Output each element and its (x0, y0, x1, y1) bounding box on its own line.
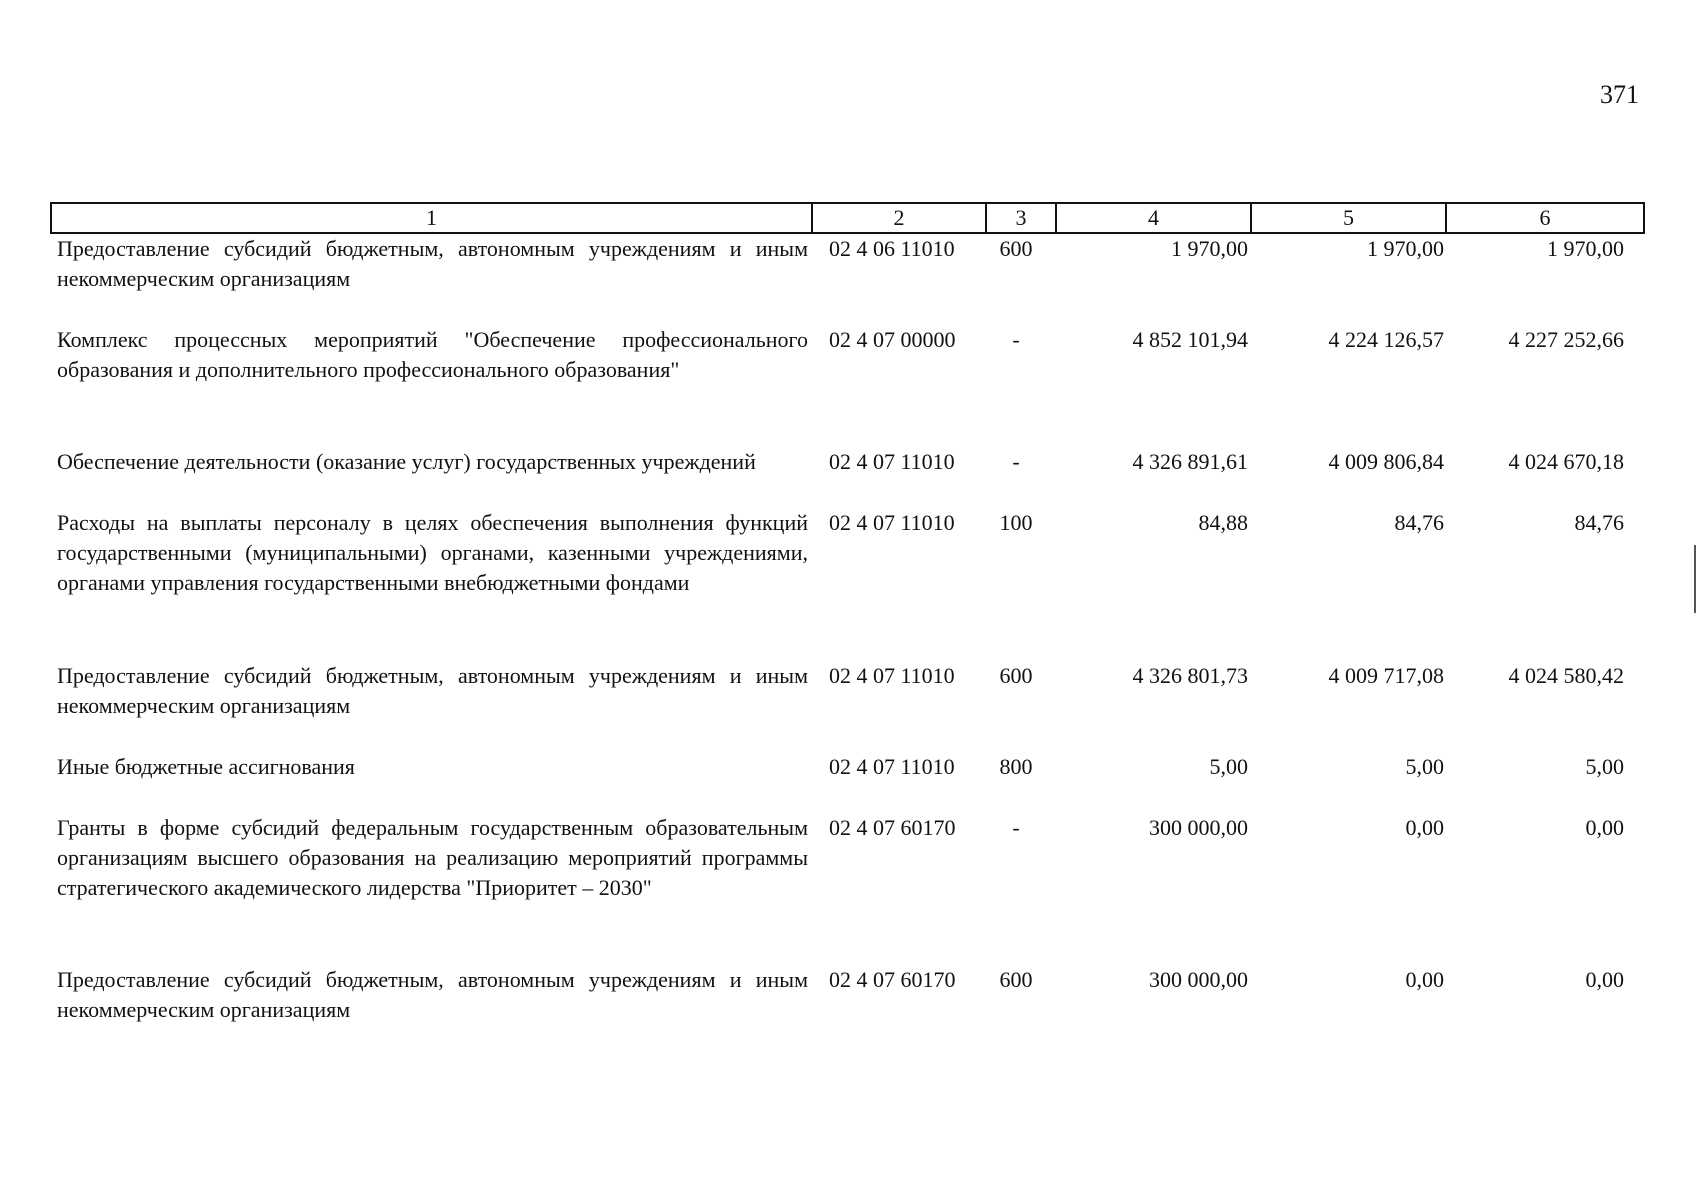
row-amount-col6: 1 970,00 (1547, 236, 1624, 261)
row-amount-col6: 0,00 (1585, 815, 1624, 840)
table-row (51, 233, 1644, 325)
row-expense-type: 100 (999, 510, 1033, 535)
row-expense-type: 600 (999, 236, 1033, 261)
row-amount-col4: 300 000,00 (1149, 967, 1248, 992)
column-header-4: 4 (1056, 203, 1251, 233)
row-name: Комплекс процессных мероприятий "Обеспечение профессионального образования и дополнительного профессионального образования" (57, 327, 808, 382)
row-name: Предоставление субсидий бюджетным, автономным учреждениям и иным некоммерческим организациям (57, 967, 808, 1022)
row-amount-col6: 5,00 (1585, 754, 1624, 779)
row-code: 02 4 07 11010 (829, 663, 955, 688)
column-header-6: 6 (1446, 203, 1644, 233)
row-code: 02 4 07 11010 (829, 449, 955, 474)
row-expense-type: - (1012, 327, 1020, 352)
table-row (51, 965, 1644, 1029)
table-row (51, 447, 1644, 508)
row-amount-col5: 4 009 806,84 (1328, 449, 1444, 474)
row-amount-col5: 0,00 (1405, 967, 1444, 992)
row-amount-col6: 84,76 (1574, 510, 1624, 535)
row-code: 02 4 07 00000 (829, 327, 956, 352)
row-amount-col5: 84,76 (1394, 510, 1444, 535)
row-code: 02 4 07 60170 (829, 967, 956, 992)
row-name: Обеспечение деятельности (оказание услуг) государственных учреждений (57, 449, 756, 474)
row-amount-col4: 5,00 (1209, 754, 1248, 779)
row-name: Иные бюджетные ассигнования (57, 754, 355, 779)
row-expense-type: - (1012, 815, 1020, 840)
row-name: Расходы на выплаты персоналу в целях обеспечения выполнения функций государственными (муниципальными) органами, казенными учреждениями, органами управления государственными внебюджетными фондами (57, 510, 808, 595)
table-row (51, 508, 1644, 661)
row-amount-col5: 4 009 717,08 (1328, 663, 1444, 688)
row-amount-col6: 4 024 670,18 (1508, 449, 1624, 474)
row-amount-col5: 0,00 (1405, 815, 1444, 840)
column-header-3: 3 (986, 203, 1056, 233)
row-amount-col5: 1 970,00 (1367, 236, 1444, 261)
row-code: 02 4 07 11010 (829, 754, 955, 779)
header-row (51, 203, 1644, 233)
table-row (51, 752, 1644, 813)
row-name: Предоставление субсидий бюджетным, автономным учреждениям и иным некоммерческим организациям (57, 236, 808, 291)
row-amount-col6: 4 227 252,66 (1508, 327, 1624, 352)
row-amount-col4: 4 326 891,61 (1132, 449, 1248, 474)
column-header-1: 1 (51, 203, 812, 233)
row-expense-type: 600 (999, 663, 1033, 688)
table-row (51, 813, 1644, 965)
row-amount-col6: 0,00 (1585, 967, 1624, 992)
row-amount-col4: 300 000,00 (1149, 815, 1248, 840)
row-name: Гранты в форме субсидий федеральным государственным образовательным организациям высшего образования на реализацию мероприятий программы стратегического академического лидерства "Приоритет – 2030" (57, 815, 808, 900)
row-amount-col4: 84,88 (1198, 510, 1248, 535)
column-header-2: 2 (812, 203, 986, 233)
budget-table (50, 202, 1645, 1029)
row-expense-type: - (1012, 449, 1020, 474)
row-amount-col6: 4 024 580,42 (1508, 663, 1624, 688)
row-amount-col4: 1 970,00 (1171, 236, 1248, 261)
row-expense-type: 800 (999, 754, 1033, 779)
row-expense-type: 600 (999, 967, 1033, 992)
row-name: Предоставление субсидий бюджетным, автономным учреждениям и иным некоммерческим организациям (57, 663, 808, 718)
row-code: 02 4 06 11010 (829, 236, 955, 261)
row-amount-col5: 4 224 126,57 (1328, 327, 1444, 352)
row-amount-col4: 4 326 801,73 (1132, 663, 1248, 688)
row-code: 02 4 07 11010 (829, 510, 955, 535)
page-number: 371 (1600, 80, 1639, 109)
row-amount-col4: 4 852 101,94 (1132, 327, 1248, 352)
row-code: 02 4 07 60170 (829, 815, 956, 840)
column-header-5: 5 (1251, 203, 1446, 233)
table-row (51, 661, 1644, 752)
table-row (51, 325, 1644, 447)
row-amount-col5: 5,00 (1405, 754, 1444, 779)
